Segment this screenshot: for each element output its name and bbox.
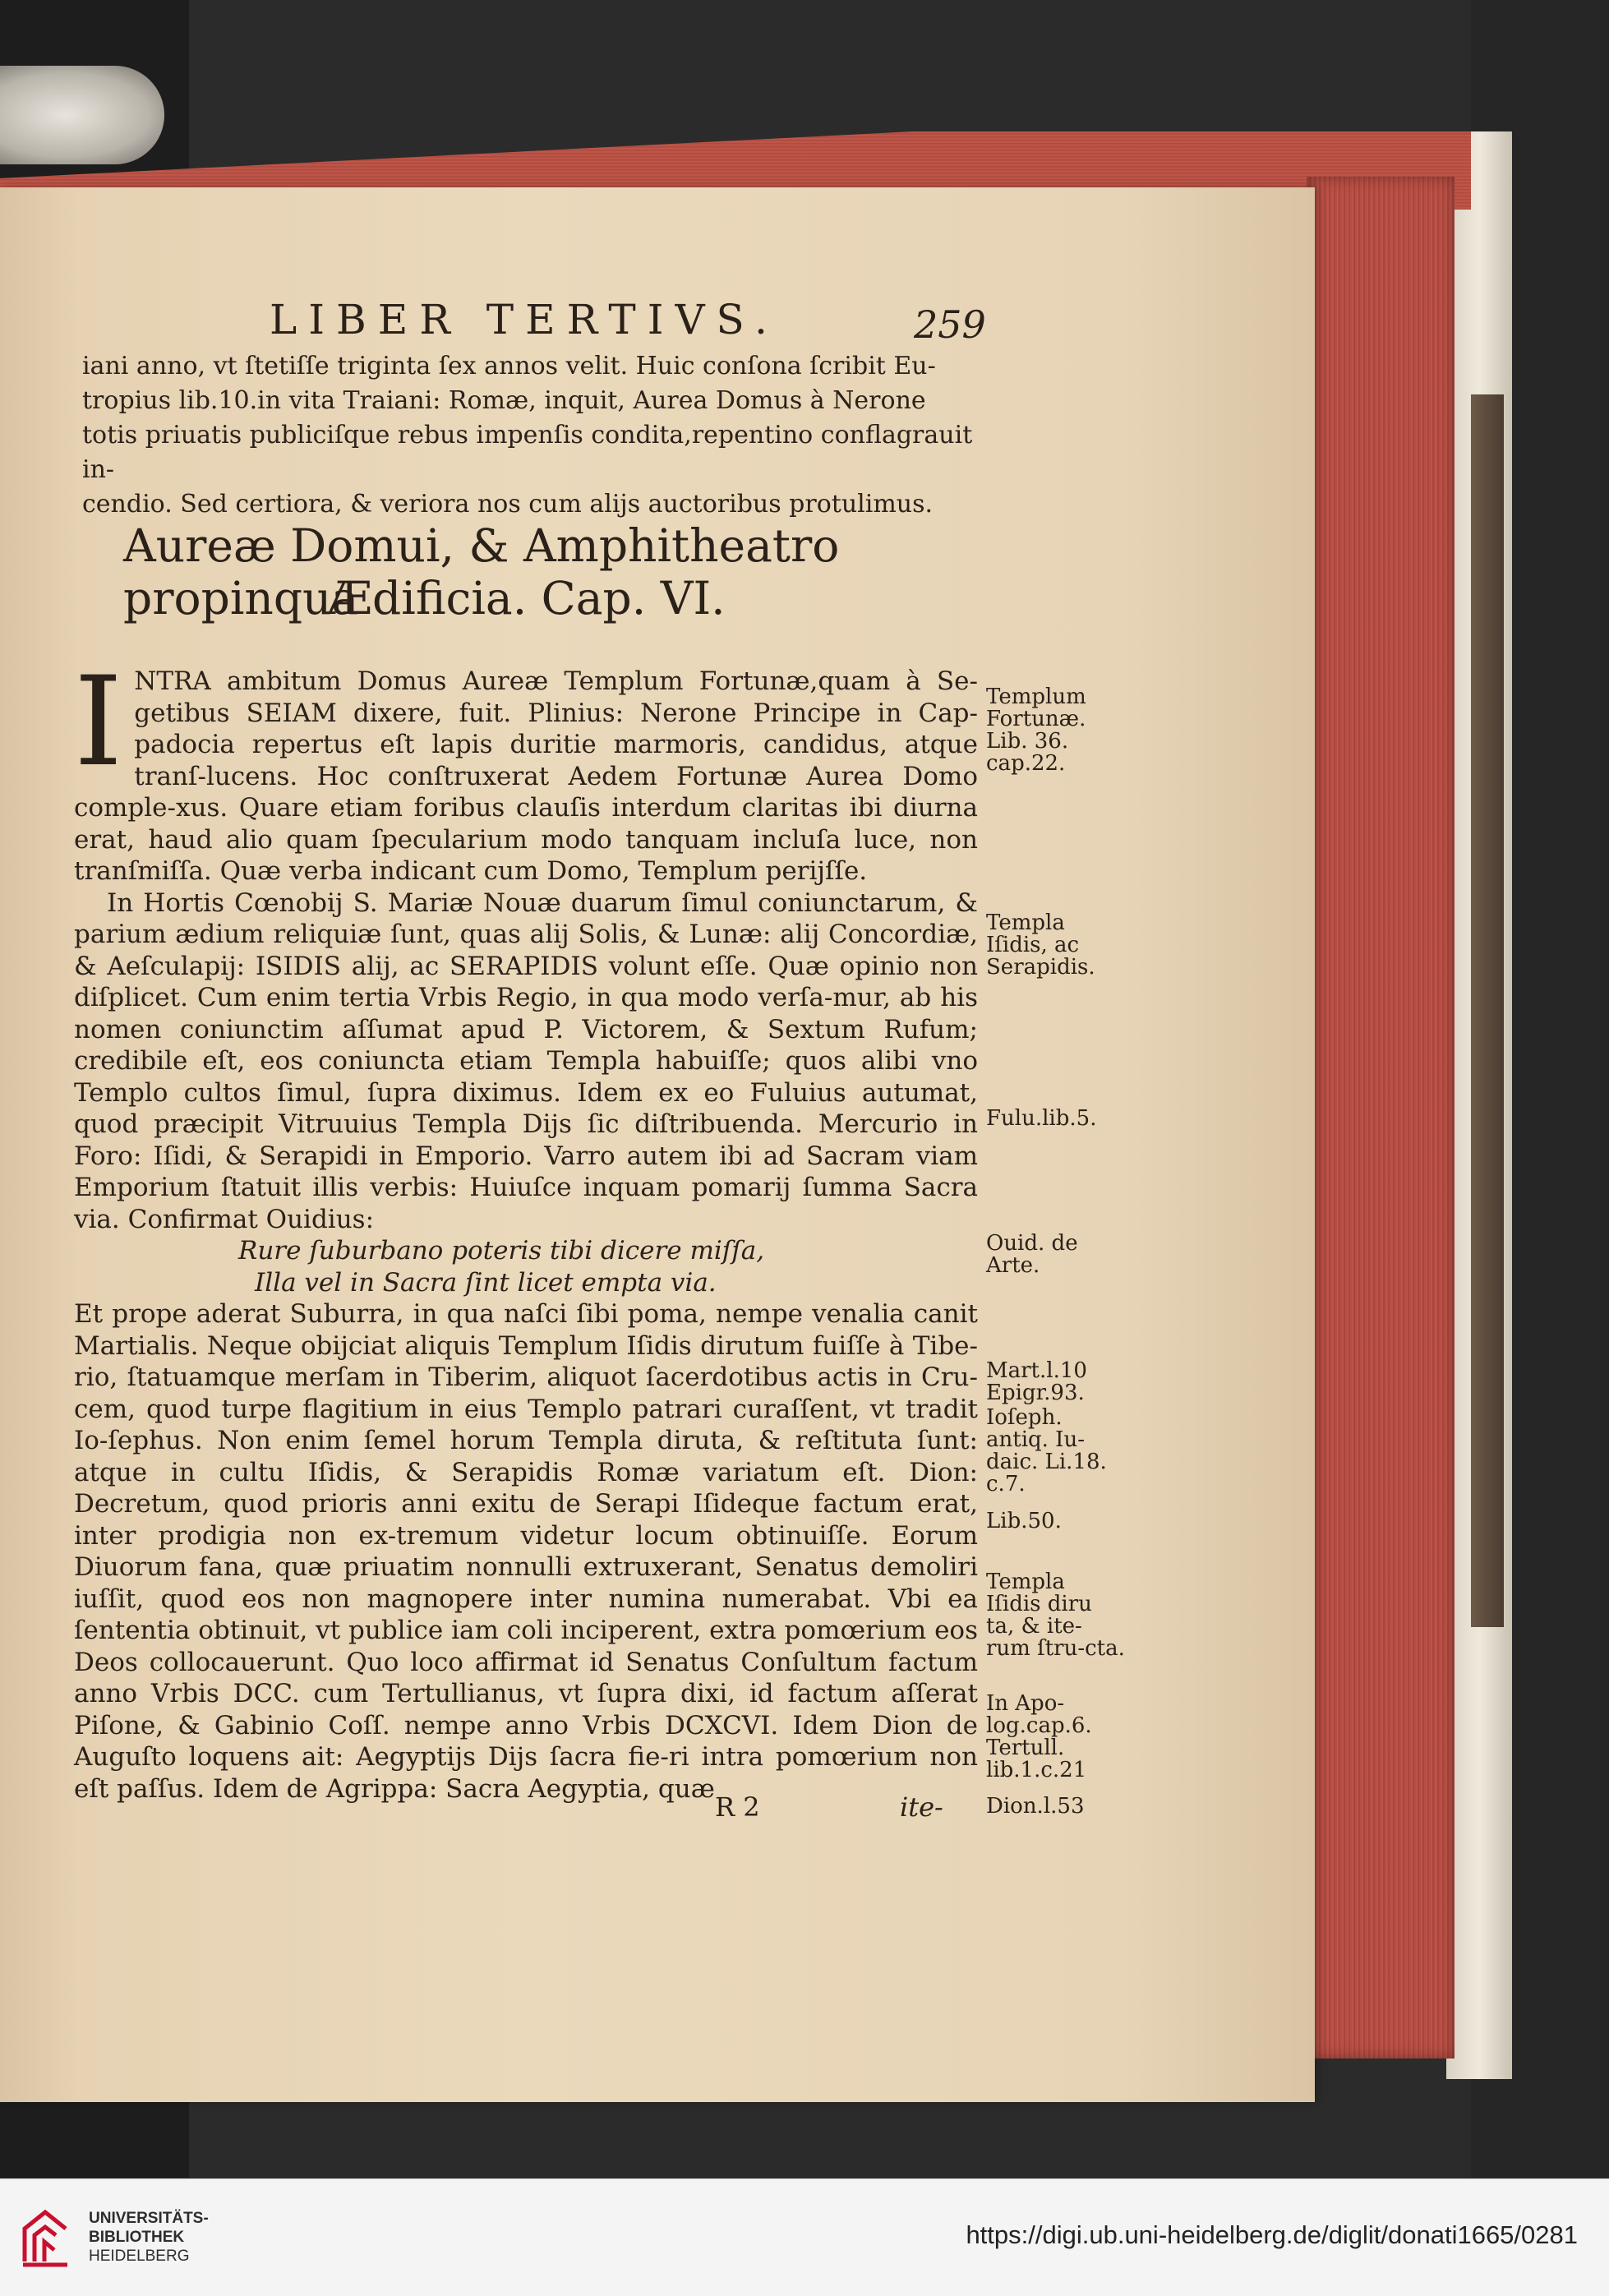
library-name-line: HEIDELBERG [89, 2248, 190, 2265]
book-cover-shadow [1471, 394, 1504, 1627]
paragraph-3: Et prope aderat Suburra, in qua naſci ſibi poma, nempe venalia canit Martialis. Neque obijciat aliquis Templum Iſidis dirutum fuiſſe à Tibe-rio, ſtatuamque merſam in Tiberim, aliquot ſacerdotibus actis in Cru-cem, quod turpe flagitium in eius Templo patrari curaſſent, vt tradit Io-ſephus. Non enim ſemel horum Templa diruta, & reſtituta ſunt: atque in cultu Iſidis, & Serapidis Romæ variatum eſt. Dion: Decretum, quod prioris anni exitu de Serapi Iſideque factum erat, inter prodigia non ex-tremum videtur locum obtinuiſſe. Eorum Diuorum fana, quæ priuatim nonnulli extruxerant, Senatus demoliri iuſſit, quod eos non magnopere inter numina numerabat. Vbi ea ſententia obtinuit, vt publice iam coli inciperent, extra pomœrium eos Deos collocauerunt. Quo loco affirmat id Senatus Conſultum factum anno Vrbis DCC. cum Tertullianus, vt ſupra dixi, id factum aſſerat Piſone, & Gabinio Coſſ. nempe anno Vrbis DCXCVI. Idem Dion de Auguſto loquens ait: Aegyptijs Dijs ſacra fie-ri intra pomœrium non eſt paſſus. Idem de Agrippa: Sacra Aegyptia, quæ [74, 1299, 978, 1804]
paragraph-1-text: NTRA ambitum Domus Aureæ Templum Fortunæ,quam à Se-getibus SEIAM dixere, fuit. Plinius: Nerone Principe in Cap-padocia repertus eſt lapis duritie marmoris, candidus, atque tranſ-lucens. Hoc conſtruxerat Aedem Fortunæ Aurea Domo comple-xus. Quare etiam foribus clauſis interdum claritas ibi diurna erat, haud alio quam ſpecularium modo tanquam incluſa luce, non tranſmiſſa. Quæ verba indicant cum Domo, Templum perijſſe. [74, 666, 978, 886]
paragraph-1 [74, 651, 978, 888]
continued-text [82, 349, 1003, 522]
margin-note: Templa Iſidis diru ta, & ite-rum ſtru-cta. [986, 1570, 1125, 1661]
running-header: LIBER TERTIVS. [270, 296, 779, 343]
book-clasp [0, 66, 164, 164]
paragraph-2: In Hortis Cœnobij S. Mariæ Nouæ duarum ſimul coniunctarum, & parium ædium reliquiæ ſunt, quas alij Solis, & Lunæ: alij Concordiæ, & Aeſculapij: ISIDIS alij, ac SERAPIDIS volunt eſſe. Quæ opinio non diſplicet. Cum enim tertia Vrbis Regio, in qua modo verſa-mur, ab his nomen coniunctim aſſumat apud P. Victorem, & Sextum Rufum; credibile eſt, eos coniuncta etiam Templa habuiſſe; quos alibi vno Templo cultos ſimul, ſupra diximus. Idem ex eo Fuluius autumat, quod præcipit Vitruuius Templa Dijs ſic diſtribuenda. Mercurio in Foro: Iſidi, & Serapidi in Emporio. Varro autem ibi ad Sacram viam Emporium ſtatuit illis verbis: Huiuſce inquam pomarij ſumma Sacra via. Confirmat Ouidius: [74, 888, 978, 1234]
library-name-line: UNIVERSITÄTS- [89, 2210, 209, 2227]
page-stack-side-edge [1307, 177, 1455, 2059]
body-text [74, 651, 978, 1805]
verse-line-2: Illa vel in Sacra ſint licet empta via. [255, 1267, 717, 1298]
verse-line-1: Rure ſuburbano poteris tibi dicere miſſa, [238, 1236, 765, 1266]
library-name[interactable] [89, 2209, 209, 2266]
drop-cap: I [74, 651, 123, 794]
library-name-line: BIBLIOTHEK [89, 2229, 185, 2246]
page-number: 259 [914, 302, 986, 347]
footer-bar [0, 2178, 1609, 2296]
margin-note: Mart.l.10 Epigr.93. [986, 1358, 1087, 1405]
margin-note: Templum Fortunæ. Lib. 36. cap.22. [986, 685, 1086, 776]
margin-note: Ouid. de Arte. [986, 1231, 1078, 1278]
chapter-title-line-1: Aureæ Domui, & Amphitheatro propinqua [123, 519, 840, 625]
text-line: iani anno, vt ſtetiſſe triginta ſex annos velit. Huic conſona ſcribit Eu- [82, 352, 936, 380]
margin-note: Lib.50. [986, 1509, 1062, 1533]
text-line: tropius lib.10.in vita Traiani: Romæ, inquit, Aurea Domus à Nerone [82, 386, 926, 415]
margin-note: Templa Iſidis, ac Serapidis. [986, 911, 1095, 980]
signature-mark: R 2 [715, 1791, 760, 1823]
chapter-title-line-2: Ædificia. Cap. VI. [327, 572, 726, 625]
text-line: cendio. Sed certiora, & veriora nos cum alijs auctoribus protulimus. [82, 490, 934, 519]
catchword: ite- [900, 1791, 943, 1823]
margin-note: Fulu.lib.5. [986, 1106, 1097, 1131]
university-library-logo-icon[interactable] [16, 2204, 74, 2270]
margin-note: In Apo-log.cap.6. Tertull. lib.1.c.21 [986, 1691, 1092, 1782]
margin-note: Dion.l.53 [986, 1794, 1085, 1819]
text-line: totis priuatis publiciſque rebus impenſis condita,repentino conflagrauit in- [82, 421, 973, 484]
permalink-url[interactable]: https://digi.ub.uni-heidelberg.de/diglit/donati1665/0281 [966, 2220, 1578, 2249]
margin-note: Ioſeph. antiq. Iu-daic. Li.18. c.7. [986, 1405, 1107, 1496]
